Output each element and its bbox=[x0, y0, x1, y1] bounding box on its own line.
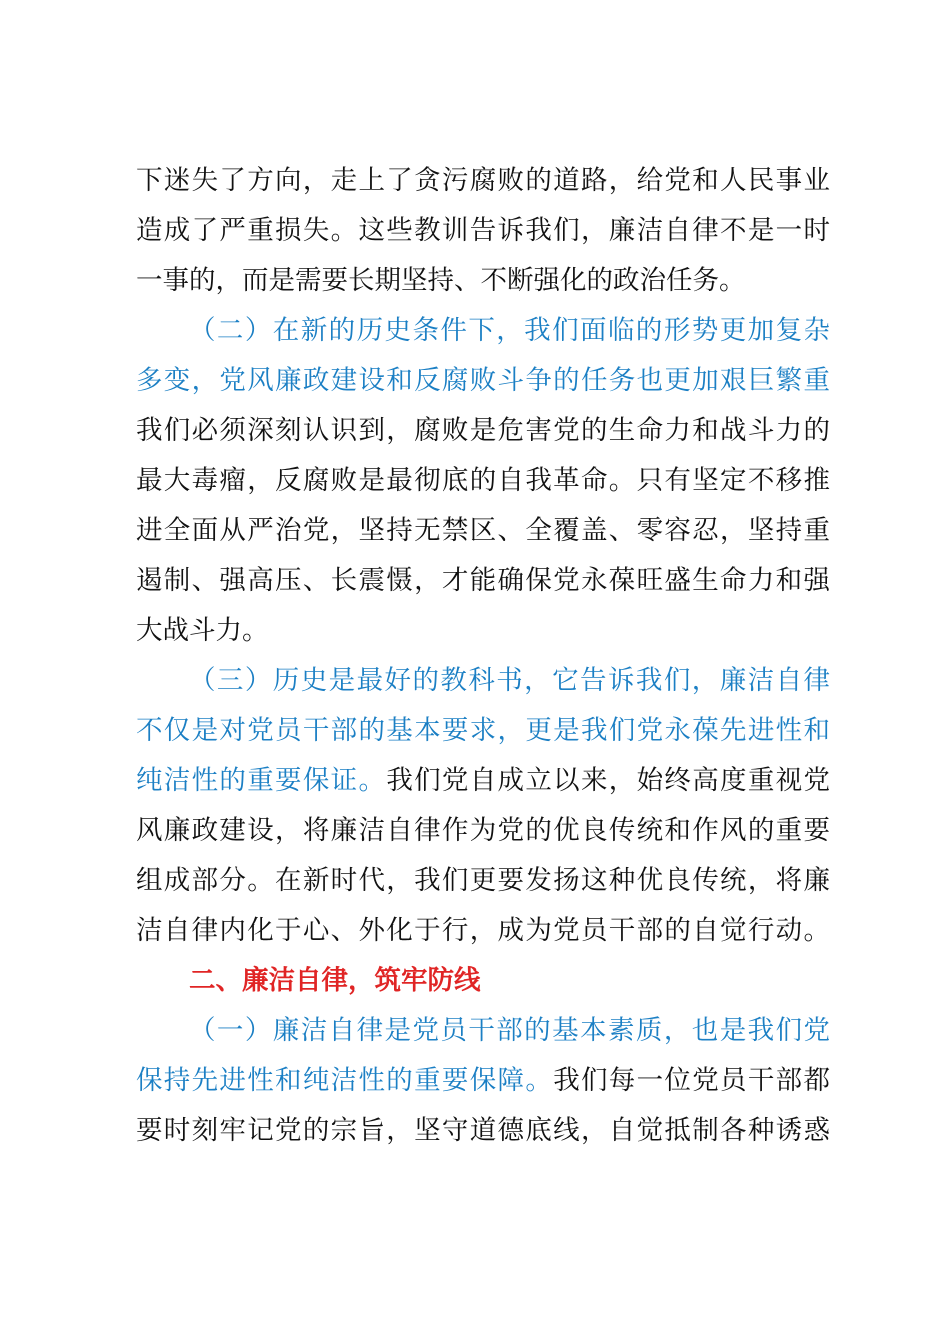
body-text: 大战斗力。 bbox=[136, 615, 269, 646]
text-line bbox=[189, 306, 830, 356]
line-content bbox=[189, 1006, 831, 1056]
line-content bbox=[136, 806, 831, 856]
body-text: 要时刻牢记党的宗旨，坚守道德底线，自觉抵制各种诱惑 bbox=[136, 1115, 832, 1146]
text-line bbox=[136, 506, 830, 556]
subheading-text: （二）在新的历史条件下，我们面临的形势更加复杂 bbox=[189, 315, 832, 346]
line-content bbox=[189, 956, 481, 1006]
text-line bbox=[136, 556, 830, 606]
body-text: 我们必须深刻认识到，腐败是危害党的生命力和战斗力的 bbox=[136, 415, 832, 446]
text-line bbox=[136, 1056, 830, 1106]
text-line bbox=[136, 356, 830, 406]
line-content bbox=[136, 256, 746, 306]
text-line bbox=[136, 906, 830, 956]
body-text: 进全面从严治党，坚持无禁区、全覆盖、零容忍，坚持重 bbox=[136, 515, 832, 546]
subheading-text: 保持先进性和纯洁性的重要保障。 bbox=[136, 1065, 554, 1096]
text-line bbox=[136, 756, 830, 806]
text-line bbox=[136, 206, 830, 256]
body-text: 组成部分。在新时代，我们更要发扬这种优良传统，将廉 bbox=[136, 865, 832, 896]
line-content bbox=[136, 906, 831, 956]
text-line bbox=[189, 956, 830, 1006]
line-content bbox=[136, 406, 831, 456]
text-line bbox=[189, 1006, 830, 1056]
body-text: 最大毒瘤，反腐败是最彻底的自我革命。只有坚定不移推 bbox=[136, 465, 832, 496]
subheading-text: （三）历史是最好的教科书，它告诉我们，廉洁自律 bbox=[189, 665, 832, 696]
body-text: 风廉政建设，将廉洁自律作为党的优良传统和作风的重要 bbox=[136, 815, 832, 846]
line-content bbox=[136, 606, 269, 656]
text-line bbox=[189, 656, 830, 706]
subheading-text: 不仅是对党员干部的基本要求，更是我们党永葆先进性和 bbox=[136, 715, 832, 746]
line-content bbox=[136, 856, 831, 906]
body-text: 一事的，而是需要长期坚持、不断强化的政治任务。 bbox=[136, 265, 746, 296]
subheading-text: （一）廉洁自律是党员干部的基本素质，也是我们党 bbox=[189, 1015, 832, 1046]
subheading-text: 多变，党风廉政建设和反腐败斗争的任务也更加艰巨繁重 bbox=[136, 365, 832, 396]
line-content bbox=[136, 356, 831, 406]
text-line bbox=[136, 256, 830, 306]
line-content bbox=[136, 1056, 831, 1106]
line-content bbox=[136, 206, 831, 256]
body-text: 我们每一位党员干部都 bbox=[553, 1065, 832, 1096]
subheading-text: 纯洁性的重要保证。 bbox=[136, 765, 387, 796]
text-line bbox=[136, 856, 830, 906]
text-line bbox=[136, 156, 830, 206]
line-content bbox=[136, 1106, 831, 1156]
body-text: 洁自律内化于心、外化于行，成为党员干部的自觉行动。 bbox=[136, 915, 832, 946]
body-text: 下迷失了方向，走上了贪污腐败的道路，给党和人民事业 bbox=[136, 165, 832, 196]
section-heading: 二、廉洁自律，筑牢防线 bbox=[189, 965, 481, 996]
text-line bbox=[136, 606, 830, 656]
text-line bbox=[136, 806, 830, 856]
line-content bbox=[136, 756, 831, 806]
line-content bbox=[189, 306, 831, 356]
body-text: 遏制、强高压、长震慑，才能确保党永葆旺盛生命力和强 bbox=[136, 565, 832, 596]
line-content bbox=[136, 456, 831, 506]
text-line bbox=[136, 456, 830, 506]
body-text: 造成了严重损失。这些教训告诉我们，廉洁自律不是一时 bbox=[136, 215, 832, 246]
text-line bbox=[136, 1106, 830, 1156]
text-line bbox=[136, 706, 830, 756]
line-content bbox=[136, 706, 831, 756]
line-content bbox=[136, 156, 831, 206]
body-text: 我们党自成立以来，始终高度重视党 bbox=[386, 765, 832, 796]
line-content bbox=[136, 556, 831, 606]
line-content bbox=[136, 506, 831, 556]
text-line bbox=[136, 406, 830, 456]
line-content bbox=[189, 656, 831, 706]
